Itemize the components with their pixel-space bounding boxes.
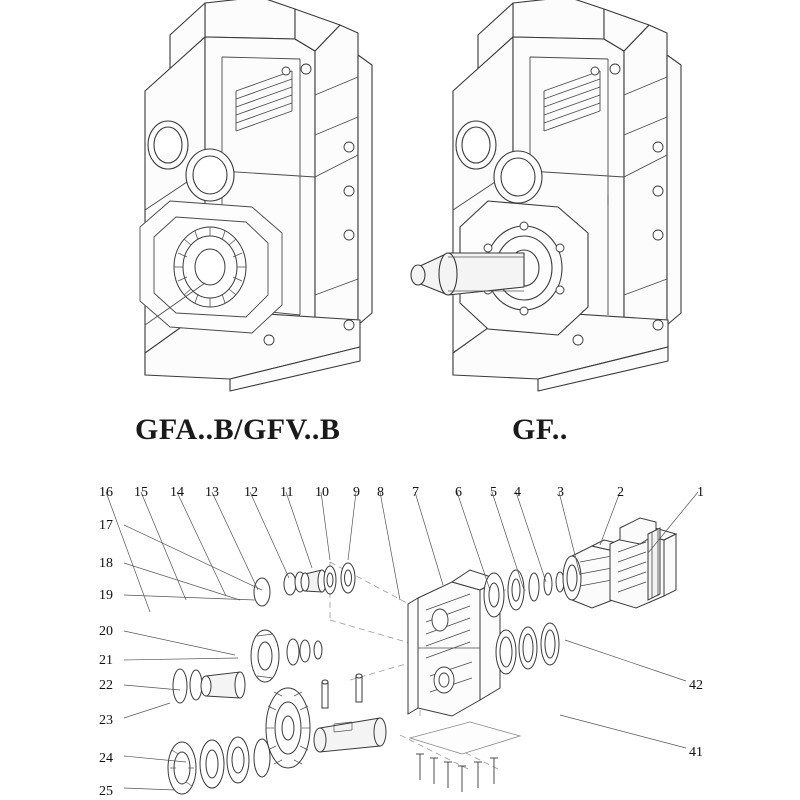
part-number-5: 5	[490, 485, 497, 500]
gearbox-drawing-left	[110, 0, 390, 395]
caption-left-model: GFA..B/GFV..B	[135, 413, 341, 446]
part-number-25: 25	[99, 784, 113, 799]
part-number-21: 21	[99, 653, 113, 668]
part-number-7: 7	[412, 485, 419, 500]
part-number-2: 2	[617, 485, 624, 500]
part-number-6: 6	[455, 485, 462, 500]
part-number-22: 22	[99, 678, 113, 693]
part-number-15: 15	[134, 485, 148, 500]
part-number-17: 17	[99, 518, 113, 533]
part-number-23: 23	[99, 713, 113, 728]
caption-right-model: GF..	[512, 413, 568, 446]
part-number-41: 41	[689, 745, 703, 760]
part-number-19: 19	[99, 588, 113, 603]
part-number-20: 20	[99, 624, 113, 639]
part-number-10: 10	[315, 485, 329, 500]
gearbox-drawing-right	[408, 0, 708, 395]
part-number-3: 3	[557, 485, 564, 500]
part-number-24: 24	[99, 751, 113, 766]
part-number-1: 1	[697, 485, 704, 500]
part-number-12: 12	[244, 485, 258, 500]
part-number-8: 8	[377, 485, 384, 500]
part-number-18: 18	[99, 556, 113, 571]
part-number-14: 14	[170, 485, 184, 500]
part-number-42: 42	[689, 678, 703, 693]
part-number-9: 9	[353, 485, 360, 500]
exploded-parts-view	[0, 470, 800, 800]
part-number-13: 13	[205, 485, 219, 500]
part-number-11: 11	[280, 485, 294, 500]
part-number-16: 16	[99, 485, 113, 500]
part-number-4: 4	[514, 485, 521, 500]
